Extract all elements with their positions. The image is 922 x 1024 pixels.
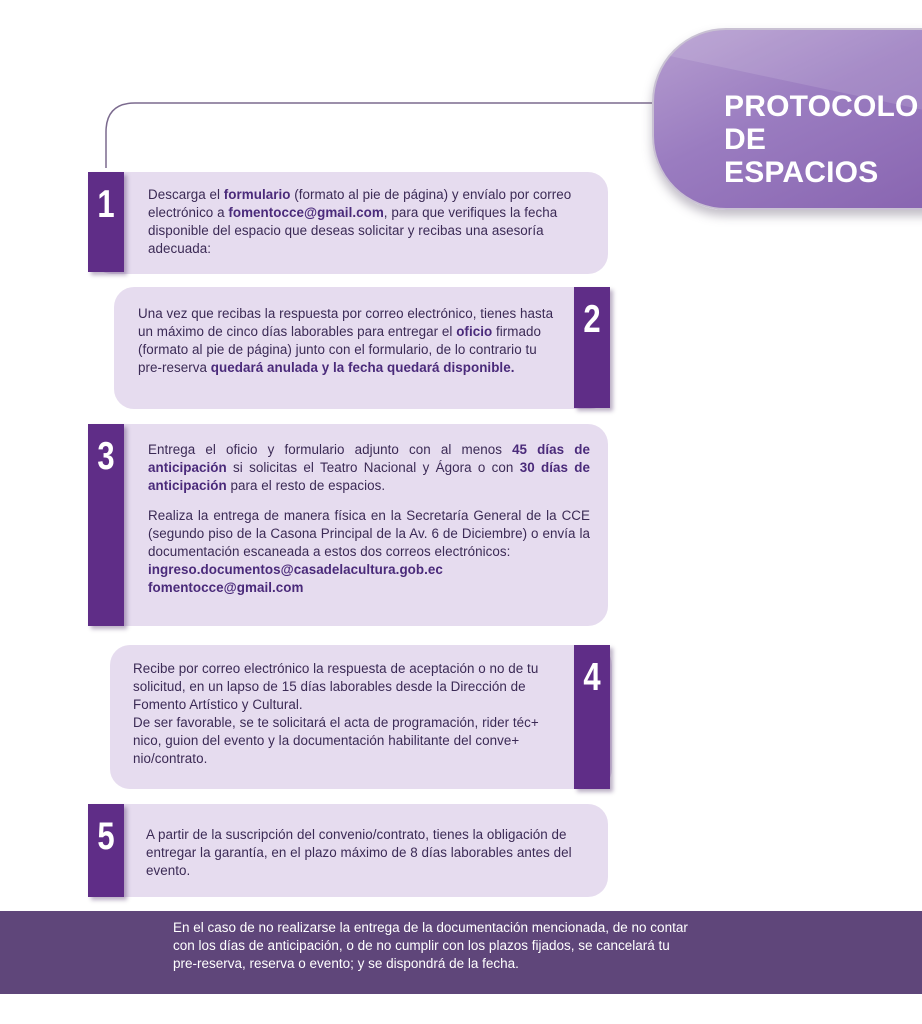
step-4-line-6: nio/contrato. [133, 751, 208, 766]
footer-text [173, 919, 773, 973]
header-badge [652, 28, 922, 210]
step-4-line-5: nico, guion del evento y la documentación habilitante del conve+ [133, 733, 520, 748]
page-title [724, 90, 922, 189]
step-3-email-2: fomentocce@gmail.com [148, 580, 304, 595]
step-2-tab [574, 287, 610, 408]
step-3-email-1: ingreso.documentos@casadelacultura.gob.ec [148, 562, 443, 577]
step-2-text: Una vez que recibas la respuesta por correo electrónico, tienes hasta un máximo de cinco días laborables para entregar el oficio firmado (formato al pie de página) junto con el formulario, de lo contrario tu pre-reserva quedará anulada y la fecha quedará disponible. [138, 306, 554, 375]
footer-line-3: pre-reserva, reserva o evento; y se dispondrá de la fecha. [173, 956, 519, 971]
step-4-line-3: Fomento Artístico y Cultural. [133, 697, 303, 712]
step-3-number: 3 [97, 434, 115, 478]
footer-line-2: con los días de anticipación, o de no cumplir con los plazos fijados, se cancelará tu [173, 938, 670, 953]
step-5-number: 5 [97, 814, 115, 858]
step-5-tab [88, 804, 124, 897]
step-4-line-1: Recibe por correo electrónico la respuesta de aceptación o no de tu [133, 661, 539, 676]
step-5-text: A partir de la suscripción del convenio/contrato, tienes la obligación de entregar la garantía, en el plazo máximo de 8 días laborables antes del evento. [146, 827, 572, 878]
step-1-number: 1 [97, 182, 115, 226]
title-line-2: DE ESPACIOS [724, 123, 879, 189]
step-3-paragraph-2: Realiza la entrega de manera física en la Secretaría General de la CCE (segundo piso de la Casona Principal de la Av. 6 de Diciembre) o envía la documentación escaneada a estos dos correos electrónicos: [148, 508, 590, 559]
step-1-text: Descarga el formulario (formato al pie de página) y envíalo por correo electrónico a fomentocce@gmail.com, para que verifiques la fecha disponible del espacio que deseas solicitar y recibas una asesoría adecuada: [148, 187, 572, 256]
step-4-tab [574, 645, 610, 789]
step-3-tab [88, 424, 124, 626]
step-1-tab [88, 172, 124, 272]
step-4-text [133, 660, 569, 768]
footer-line-1: En el caso de no realizarse la entrega de la documentación mencionada, de no contar [173, 920, 688, 935]
step-3-text [148, 441, 590, 597]
step-4-number: 4 [583, 655, 601, 699]
title-line-1: PROTOCOLO [724, 90, 919, 123]
footer-notice [0, 911, 922, 994]
step-4-line-2: solicitud, en un lapso de 15 días laborables desde la Dirección de [133, 679, 526, 694]
step-4-line-4: De ser favorable, se te solicitará el acta de programación, rider téc+ [133, 715, 539, 730]
step-2-number: 2 [583, 297, 601, 341]
step-3-paragraph-1: Entrega el oficio y formulario adjunto con al menos 45 días de anticipación si solicitas el Teatro Nacional y Ágora o con 30 días de anticipación para el resto de espacios. [148, 442, 590, 493]
